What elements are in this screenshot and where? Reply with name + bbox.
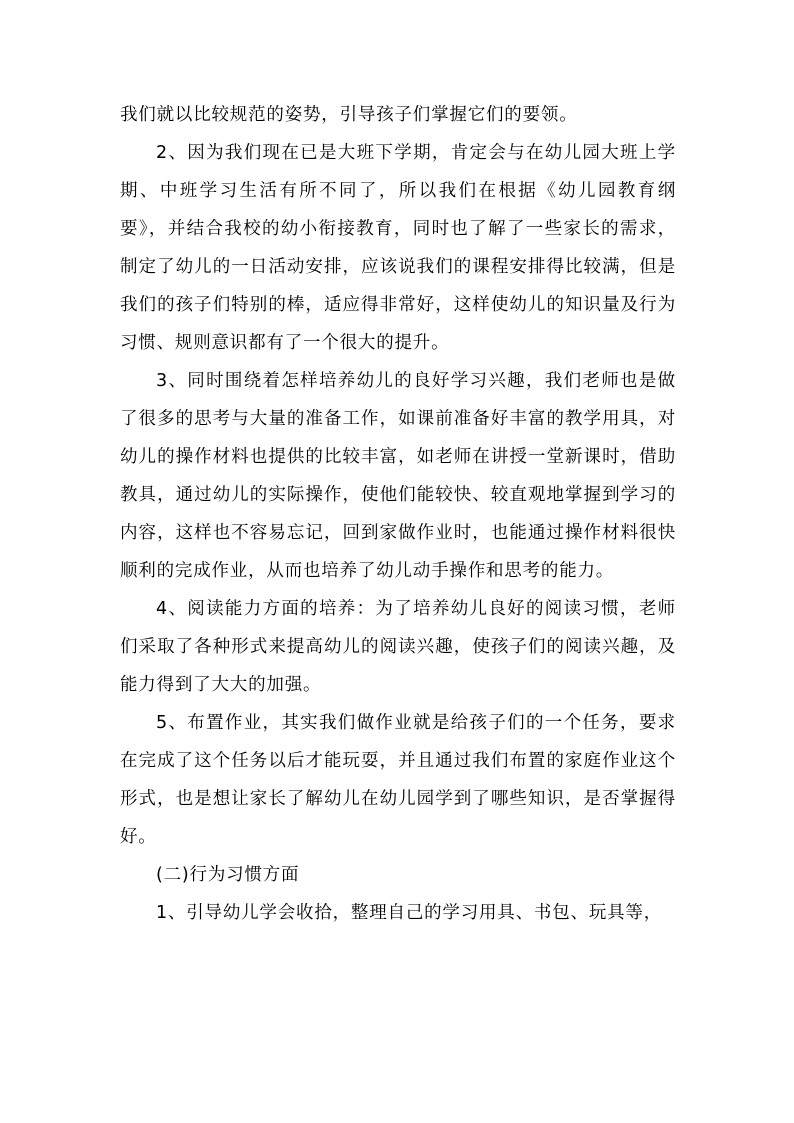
paragraph-item-3: 3、同时围绕着怎样培养幼儿的良好学习兴趣，我们老师也是做了很多的思考与大量的准备工作，如课前准备好丰富的教学用具，对幼儿的操作材料也提供的比较丰富，如老师在讲授一堂新课时，借助教具，通过幼儿的实际操作，使他们能较快、较直观地掌握到学习的内容，这样也不容易忘记，回到家做作业时，也能通过操作材料很快顺利的完成作业，从而也培养了幼儿动手操作和思考的能力。 — [120, 371, 676, 581]
paragraph-item-5: 5、布置作业，其实我们做作业就是给孩子们的一个任务，要求在完成了这个任务以后才能玩耍，并且通过我们布置的家庭作业这个形式，也是想让家长了解幼儿在幼儿园学到了哪些知识，是否掌握得好。 — [120, 713, 676, 847]
paragraph-continuation: 我们就以比较规范的姿势，引导孩子们掌握它们的要领。 — [120, 105, 578, 125]
paragraph-item-4: 4、阅读能力方面的培养：为了培养幼儿良好的阅读习惯，老师们采取了各种形式来提高幼儿的阅读兴趣，使孩子们的阅读兴趣，及能力得到了大大的加强。 — [120, 599, 676, 695]
document-body — [120, 96, 676, 932]
section-heading-behavior: (二)行为习惯方面 — [156, 865, 300, 885]
paragraph-item-2: 2、因为我们现在已是大班下学期，肯定会与在幼儿园大班上学期、中班学习生活有所不同了，所以我们在根据《幼儿园教育纲要》，并结合我校的幼小衔接教育，同时也了解了一些家长的需求，制定了幼儿的一日活动安排，应该说我们的课程安排得比较满，但是我们的孩子们特别的棒，适应得非常好，这样使幼儿的知识量及行为习惯、规则意识都有了一个很大的提升。 — [120, 143, 676, 353]
paragraph-behavior-item-1: 1、引导幼儿学会收拾，整理自己的学习用具、书包、玩具等， — [156, 903, 663, 923]
